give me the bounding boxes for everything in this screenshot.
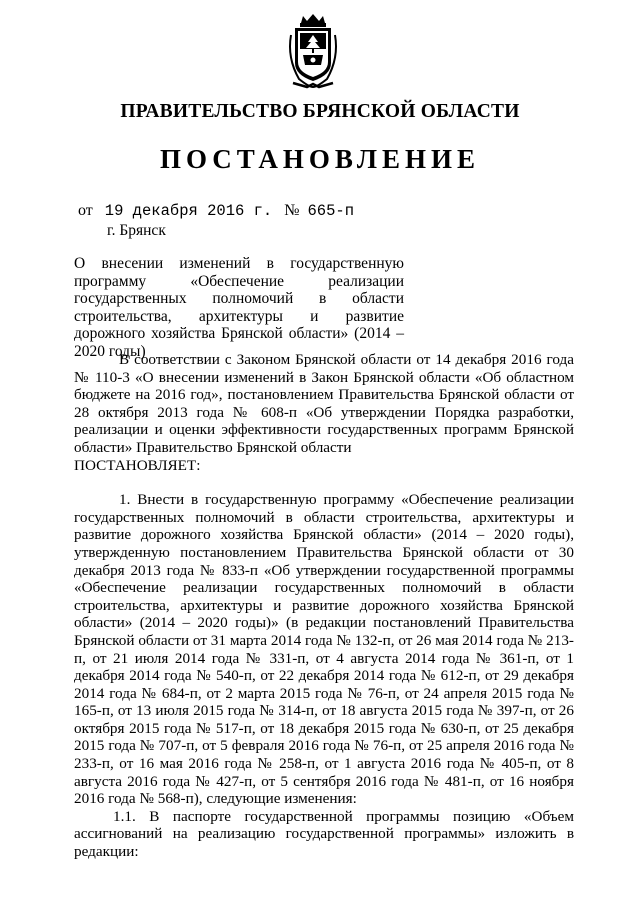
document-date: 19 декабря 2016 г. [104,202,273,220]
document-subject: О внесении изменений в государственную программу «Обеспечение реализации государственных полномочий в области строительства, архитектуры и развитие дорожного хозяйства Брянской области» (2014 – 2020 годы) [74,255,404,360]
from-label: от [78,202,93,219]
document-title: ПОСТАНОВЛЕНИЕ [159,144,481,174]
document-body [74,351,574,861]
coat-of-arms-icon [283,13,343,91]
government-name: ПРАВИТЕЛЬСТВО БРЯНСКОЙ ОБЛАСТИ [120,101,520,122]
number-label: № [284,202,300,219]
document-number: 665-п [307,202,354,220]
date-line [78,202,354,220]
resolves-label: ПОСТАНОВЛЯЕТ: [74,456,201,474]
item-1-1-paragraph: 1.1. В паспорте государственной программы позицию «Объем ассигнований на реализацию государственной программы» изложить в редакции: [74,807,574,861]
item-1-paragraph: 1. Внести в государственную программу «Обеспечение реализации государственных полномочий в области строительства, архитектуры и развитие дорожного хозяйства Брянской области» (2014 – 2020 годы), утвержденную постановлением Правительства Брянской области от 30 декабря 2013 года № 833-п «Об утверждении государственной программы «Обеспечение реализации государственных полномочий в области строительства, архитектуры и развитие дорожного хозяйства Брянской области» (2014 – 2020 годы)» (в редакции постановлений Правительства Брянской области от 31 марта 2014 года № 132-п, от 26 мая 2014 года № 213-п, от 21 июля 2014 года № 331-п, от 4 августа 2014 года № 361-п, от 1 декабря 2014 года № 540-п, от 22 декабря 2014 года № 612-п, от 29 декабря 2014 года № 684-п, от 2 марта 2015 года № 76-п, от 24 апреля 2015 года № 165-п, от 13 июля 2015 года № 314-п, от 18 августа 2015 года № 397-п, от 26 октября 2015 года № 517-п, от 18 декабря 2015 года № 630-п, от 25 декабря 2015 года № 707-п, от 5 февраля 2016 года № 76-п, от 25 апреля 2016 года № 233-п, от 16 мая 2016 года № 258-п, от 1 августа 2016 года № 405-п, от 8 августа 2016 года № 427-п, от 5 сентября 2016 года № 481-п, от 16 ноября 2016 года № 568-п), следующие изменения: [74,491,574,808]
city: г. Брянск [107,222,166,239]
preamble-paragraph: В соответствии с Законом Брянской области от 14 декабря 2016 года № 110-3 «О внесении изменений в Закон Брянской области «Об областном бюджете на 2016 год», постановлением Правительства Брянской области от 28 октября 2013 года № 608-п «Об утверждении Порядка разработки, реализации и оценки эффективности государственных программ Брянской области» Правительство Брянской области [74,351,574,456]
